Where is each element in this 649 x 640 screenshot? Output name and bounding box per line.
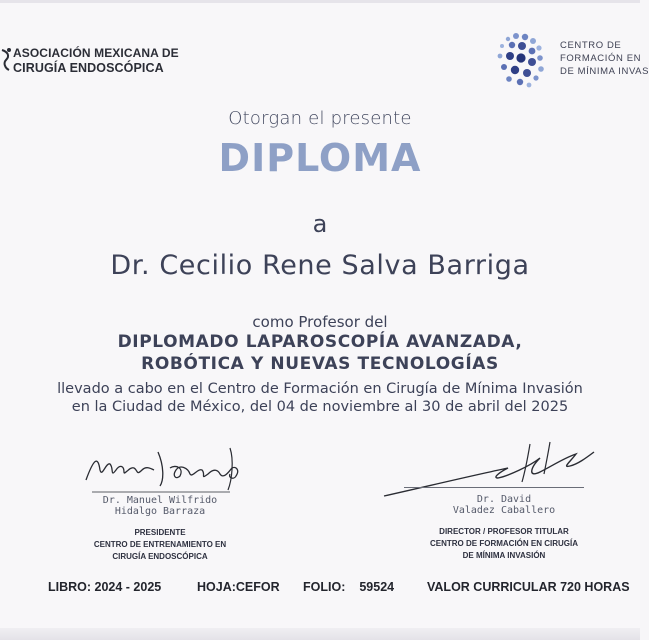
place-text-line1: llevado a cabo en el Centro de Formación en Cirugía de Mínima Invasión <box>57 381 583 397</box>
cefor-logo-line1: CENTRO DE <box>560 40 622 51</box>
right-signer-role-line3: DE MÍNIMA INVASIÓN <box>462 551 546 560</box>
folio-field <box>303 580 394 594</box>
intro-text: Otorgan el presente <box>228 108 412 129</box>
amce-emblem-icon <box>0 46 14 74</box>
cefor-logo <box>494 30 649 92</box>
left-signer-role-line3: CIRUGÍA ENDOSCÓPICA <box>112 552 208 561</box>
bottom-edge <box>0 628 640 640</box>
right-signer-role-line1: DIRECTOR / PROFESOR TITULAR <box>439 527 569 536</box>
left-signer-role-line1: PRESIDENTE <box>134 528 186 537</box>
recipient-name: Dr. Cecilio Rene Salva Barriga <box>110 250 530 281</box>
left-signer-block <box>80 495 240 563</box>
right-signer-name-line2: Valadez Caballero <box>452 505 556 516</box>
book-label: LIBRO: 2024 - 2025 <box>48 580 162 594</box>
amce-logo-line2: CIRUGÍA ENDOSCÓPICA <box>13 61 164 75</box>
cefor-logo-line3: DE MÍNIMA INVAS <box>560 66 649 77</box>
left-signature-graphic <box>80 440 250 500</box>
dots-emblem-icon <box>494 30 556 92</box>
amce-logo <box>0 44 190 80</box>
right-signer-role-line2: CENTRO DE FORMACIÓN EN CIRUGÍA <box>430 539 578 548</box>
curricular-value: VALOR CURRICULAR 720 HORAS <box>427 580 630 594</box>
course-title-line2: ROBÓTICA Y NUEVAS TECNOLOGÍAS <box>141 354 499 374</box>
left-signer-name-line1: Dr. Manuel Wilfrido <box>102 495 218 506</box>
right-signer-block <box>414 494 594 562</box>
right-signature-graphic <box>380 438 600 502</box>
place-text-line2: en la Ciudad de México, del 04 de noviembre al 30 de abril del 2025 <box>71 399 569 415</box>
right-signer-name-line1: Dr. David <box>476 494 532 505</box>
folio-value: 59524 <box>359 580 395 594</box>
cefor-logo-line2: FORMACIÓN EN <box>560 53 642 64</box>
course-title-line1: DIPLOMADO LAPAROSCOPÍA AVANZADA, <box>117 332 523 352</box>
right-signature-line <box>404 487 584 488</box>
role-text: como Profesor del <box>252 313 388 331</box>
amce-logo-line1: ASOCIACIÓN MEXICANA DE <box>13 46 179 60</box>
sheet-label: HOJA:CEFOR <box>197 580 280 594</box>
top-edge <box>0 0 640 3</box>
connector-text: a <box>312 210 328 238</box>
folio-label: FOLIO: <box>303 580 346 594</box>
left-signer-role-line2: CENTRO DE ENTRENAMIENTO EN <box>93 540 227 549</box>
diploma-title: DIPLOMA <box>218 136 422 180</box>
left-signer-name-line2: Hidalgo Barraza <box>114 506 206 517</box>
